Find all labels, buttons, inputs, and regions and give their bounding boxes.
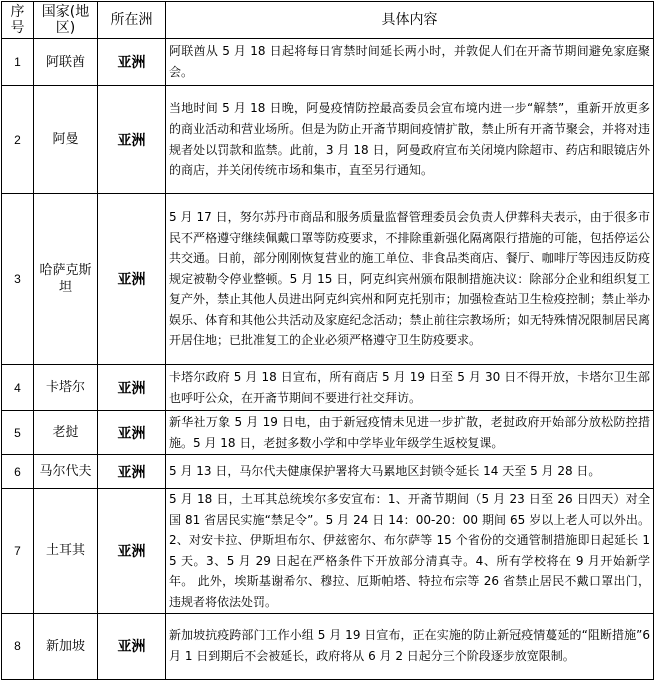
row-content: 5 月 18 日，土耳其总统埃尔多安宣布：1、开斋节期间（5 月 23 日至 26 日四天）对全国 81 省居民实施“禁足令”。5 月 24 日 14：00-20：00 期间 65 岁以上老人可以外出。2、对安卡拉、伊斯坦布尔、伊兹密尔、布尔萨等 15 个省份的交通管制措施即日起延长 15 天。3、5 月 29 日起在严格条件下开放部分清真寺。4、所有学校将在 9 月开始新学年。 此外，埃斯基谢希尔、穆拉、厄斯帕塔、特拉布宗等 26 省禁止居民不戴口罩出门，违规者将依法处罚。 — [166, 489, 654, 614]
row-index: 3 — [2, 194, 34, 365]
row-index: 8 — [2, 613, 34, 679]
row-index: 6 — [2, 455, 34, 489]
table-row — [2, 489, 654, 614]
row-index: 7 — [2, 489, 34, 614]
row-continent: 亚洲 — [98, 455, 166, 489]
row-continent: 亚洲 — [98, 613, 166, 679]
row-continent: 亚洲 — [98, 365, 166, 411]
row-index: 4 — [2, 365, 34, 411]
row-content: 新华社万象 5 月 19 日电，由于新冠疫情未见进一步扩散，老挝政府开始部分放松防控措施。5 月 18 日，老挝多数小学和中学毕业年级学生返校复课。 — [166, 411, 654, 455]
table-row — [2, 365, 654, 411]
row-content: 5 月 13 日，马尔代夫健康保护署将大马累地区封锁令延长 14 天至 5 月 28 日。 — [166, 455, 654, 489]
row-country: 哈萨克斯坦 — [34, 194, 98, 365]
header-country: 国家(地区) — [34, 2, 98, 39]
table-row — [2, 39, 654, 86]
row-content: 阿联酋从 5 月 18 日起将每日宵禁时间延长两小时，并敦促人们在开斋节期间避免家庭聚会。 — [166, 39, 654, 86]
row-continent: 亚洲 — [98, 194, 166, 365]
measures-table — [1, 1, 654, 680]
row-continent: 亚洲 — [98, 411, 166, 455]
row-continent: 亚洲 — [98, 39, 166, 86]
table-row — [2, 194, 654, 365]
header-row — [2, 2, 654, 39]
row-continent: 亚洲 — [98, 86, 166, 194]
row-content: 卡塔尔政府 5 月 18 日宣布，所有商店 5 月 19 日至 5 月 30 日不得开放，卡塔尔卫生部也呼吁公众，在开斋节期间不要进行社交拜访。 — [166, 365, 654, 411]
row-content: 5 月 17 日，努尔苏丹市商品和服务质量监督管理委员会负责人伊葬科夫表示，由于很多市民不严格遵守继续佩戴口罩等防疫要求，不排除重新强化隔离限行措施的可能，包括停运公共交通。日前，部分刚刚恢复营业的施工单位、非食品类商店、餐厅、咖啡厅等因违反防疫规定被勒令停业整顿。5 月 15 日，阿克纠宾州颁布限制措施决议：除部分企业和组织复工复产外，禁止其他人员进出阿克纠宾州和阿克托别市；加强检查站卫生检疫控制；禁止举办娱乐、体育和其他公共活动及家庭纪念活动；禁止前往宗教场所；如无特殊情况限制居民离开居住地；已批准复工的企业必须严格遵守卫生防疫要求。 — [166, 194, 654, 365]
table-row — [2, 613, 654, 679]
header-continent: 所在洲 — [98, 2, 166, 39]
header-content: 具体内容 — [166, 2, 654, 39]
row-country: 卡塔尔 — [34, 365, 98, 411]
row-content: 新加坡抗疫跨部门工作小组 5 月 19 日宣布，正在实施的防止新冠疫情蔓延的“阻断措施”6 月 1 日到期后不会被延长，政府将从 6 月 2 日起分三个阶段逐步放宽限制。 — [166, 613, 654, 679]
row-index: 5 — [2, 411, 34, 455]
row-country: 阿联酋 — [34, 39, 98, 86]
table-row — [2, 411, 654, 455]
row-content: 当地时间 5 月 18 日晚，阿曼疫情防控最高委员会宣布境内进一步“解禁”，重新开放更多的商业活动和营业场所。但是为防止开斋节期间疫情扩散，禁止所有开斋节聚会，并将对违规者处以罚款和监禁。此前，3 月 18 日，阿曼政府宣布关闭境内除超市、药店和眼镜店外的商店，并关闭传统市场和集市，直至另行通知。 — [166, 86, 654, 194]
table-row — [2, 86, 654, 194]
row-continent: 亚洲 — [98, 489, 166, 614]
row-country: 马尔代夫 — [34, 455, 98, 489]
table-row — [2, 455, 654, 489]
row-country: 老挝 — [34, 411, 98, 455]
row-index: 2 — [2, 86, 34, 194]
row-country: 土耳其 — [34, 489, 98, 614]
header-index: 序号 — [2, 2, 34, 39]
row-country: 新加坡 — [34, 613, 98, 679]
row-country: 阿曼 — [34, 86, 98, 194]
row-index: 1 — [2, 39, 34, 86]
